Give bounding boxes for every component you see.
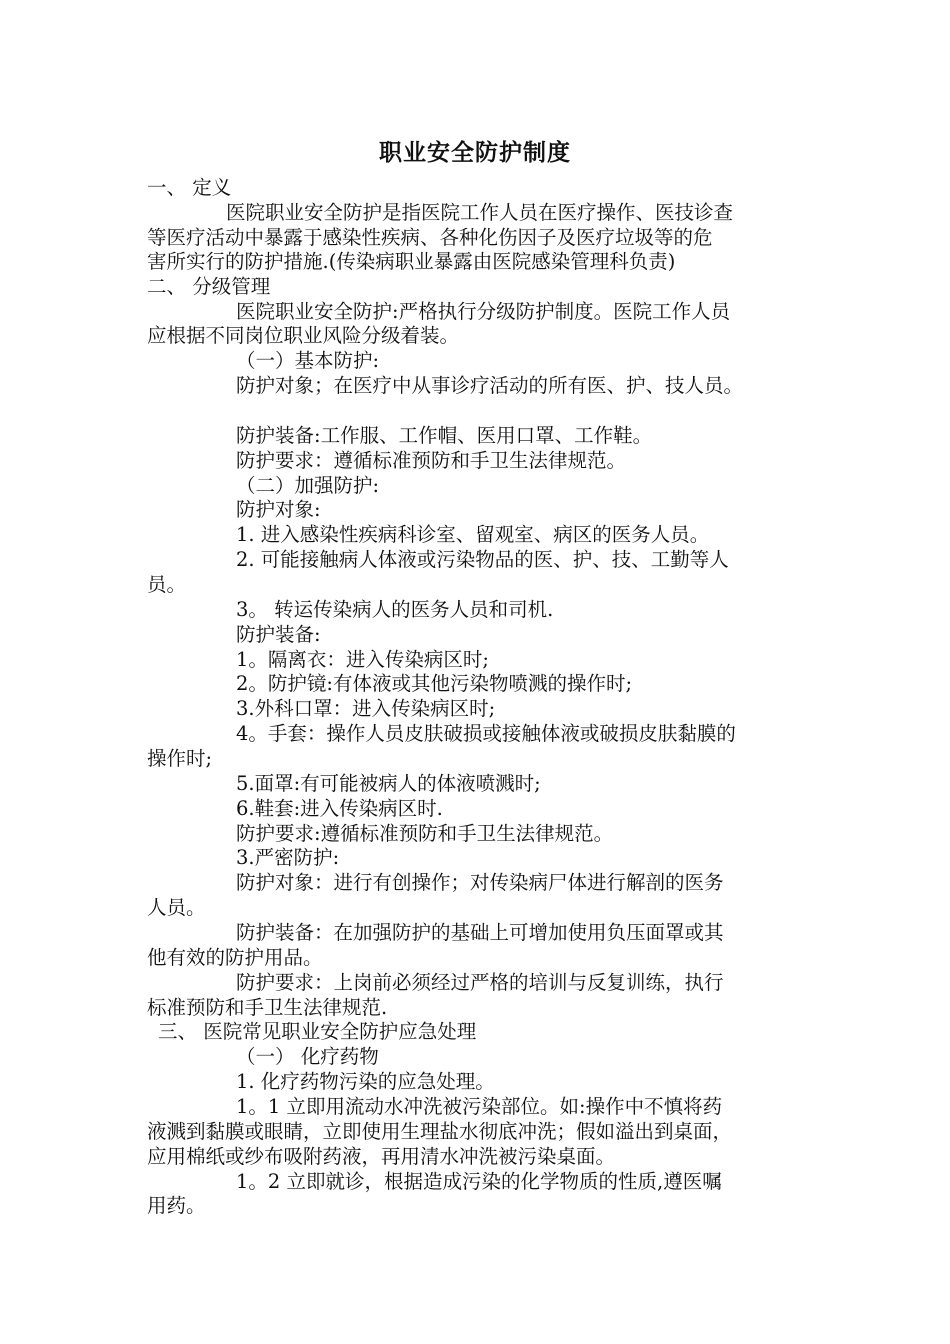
paragraph-line: 防护装备:工作服、工作帽、医用口罩、工作鞋。 [236,424,653,447]
paragraph-line: 用药。 [147,1194,206,1217]
section-heading: 二、 分级管理 [147,275,271,298]
list-item: 1. 进入感染性疾病科诊室、留观室、病区的医务人员。 [236,523,710,546]
subsection-heading: （二）加强防护: [236,474,380,497]
section-heading: 三、 医院常见职业安全防护应急处理 [158,1020,477,1043]
list-item: 1。隔离衣：进入传染病区时; [236,648,489,671]
list-item: 2。防护镜:有体液或其他污染物喷溅的操作时; [236,672,633,695]
list-item: 3.外科口罩：进入传染病区时; [236,697,496,720]
paragraph-line: 人员。 [147,896,206,919]
subsection-heading: 3.严密防护: [236,846,340,869]
subsection-heading: （一） 化疗药物 [236,1045,379,1068]
section-heading: 一、 定义 [147,176,232,199]
list-item: 1。2 立即就诊，根据造成污染的化学物质的性质,遵医嘱 [236,1170,722,1193]
paragraph-line: 医院职业安全防护:严格执行分级防护制度。医院工作人员 [236,300,731,323]
paragraph-line: 标准预防和手卫生法律规范. [147,996,388,1019]
list-item: 5.面罩:有可能被病人的体液喷溅时; [236,772,541,795]
paragraph-line: 防护要求:遵循标准预防和手卫生法律规范。 [236,822,614,845]
paragraph-line: 防护对象: [236,498,321,521]
paragraph-line: 医院职业安全防护是指医院工作人员在医疗操作、医技诊查 [226,201,734,224]
paragraph-line: 防护要求：遵循标准预防和手卫生法律规范。 [236,449,627,472]
paragraph-line: 应用棉纸或纱布吸附药液，再用清水冲洗被污染桌面。 [147,1145,616,1168]
paragraph-line: 液溅到黏膜或眼睛，立即使用生理盐水彻底冲洗；假如溢出到桌面， [147,1120,733,1143]
list-item: 2. 可能接触病人体液或污染物品的医、护、技、工勤等人 [236,548,729,571]
paragraph-line: 防护装备：在加强防护的基础上可增加使用负压面罩或其 [236,921,724,944]
paragraph-line: 等医疗活动中暴露于感染性疾病、各种化伤因子及医疗垃圾等的危 [147,226,713,249]
paragraph-line: 员。 [147,573,187,596]
paragraph-line: 防护装备: [236,623,321,646]
paragraph-line: 他有效的防护用品。 [147,946,323,969]
list-item: 4。手套：操作人员皮肤破损或接触体液或破损皮肤黏膜的 [236,722,736,745]
list-item: 1。1 立即用流动水冲洗被污染部位。如:操作中不慎将药 [236,1095,723,1118]
paragraph-line: 操作时; [147,747,213,770]
list-item: 1. 化疗药物污染的应急处理。 [236,1070,495,1093]
list-item: 6.鞋套:进入传染病区时. [236,797,443,820]
paragraph-line: 防护对象；在医疗中从事诊疗活动的所有医、护、技人员。 [236,374,744,397]
paragraph-line: 防护对象：进行有创操作；对传染病尸体进行解剖的医务 [236,871,724,894]
list-item: 3。 转运传染病人的医务人员和司机. [236,598,554,621]
subsection-heading: （一）基本防护: [236,349,380,372]
paragraph-line: 害所实行的防护措施.(传染病职业暴露由医院感染管理科负责) [147,250,676,273]
paragraph-line: 应根据不同岗位职业风险分级着装。 [147,324,460,347]
document-title: 职业安全防护制度 [379,140,571,166]
paragraph-line: 防护要求：上岗前必须经过严格的培训与反复训练，执行 [236,971,724,994]
